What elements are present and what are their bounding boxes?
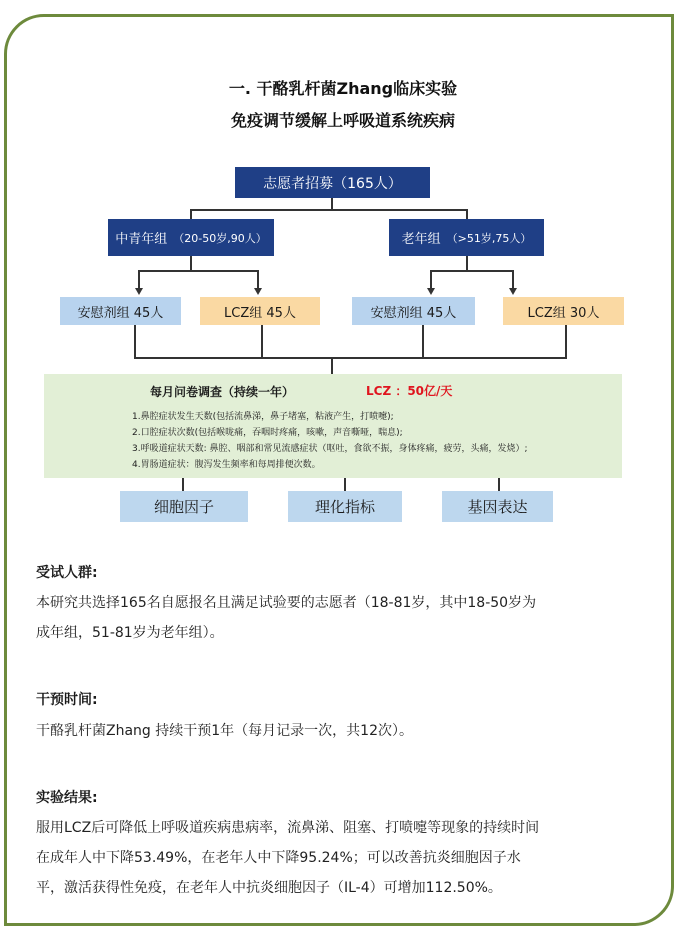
section-heading-subjects: 受试人群:	[36, 565, 98, 581]
arrow-icon	[254, 288, 262, 295]
outcome-cytokines: 细胞因子	[120, 491, 248, 522]
connector	[565, 325, 567, 358]
arrow-icon	[509, 288, 517, 295]
section-text-results	[36, 813, 656, 903]
survey-item: 2.口腔症状次数(包括喉咙痛，吞咽时疼痛，咳嗽，声音嘶哑，喘息);	[132, 428, 403, 438]
text-line: 本研究共选择165名自愿报名且满足试验要的志愿者（18-81岁，其中18-50岁为	[36, 595, 537, 611]
text-line: 在成年人中下降53.49%，在老年人中下降95.24%；可以改善抗炎细胞因子水	[36, 850, 521, 866]
young-group-box	[108, 219, 274, 256]
young-group-detail: （20-50岁,90人）	[173, 231, 267, 245]
connector	[134, 325, 136, 358]
old-group-label: 老年组	[401, 232, 441, 247]
survey-item: 3.呼吸道症状天数: 鼻腔、咽部和常见流感症状（呕吐，食欲不振，身体疼痛，疲劳，头痛，发烧）;	[132, 444, 528, 454]
connector	[466, 209, 468, 219]
connector	[331, 357, 333, 374]
connector	[466, 256, 468, 271]
arrow-icon	[427, 288, 435, 295]
young-lcz-box: LCZ组 45人	[200, 297, 320, 325]
title-line-1: 一. 干酪乳杆菌Zhang临床实验	[228, 79, 458, 98]
section-text-duration	[36, 716, 656, 746]
text-line: 服用LCZ后可降低上呼吸道疾病患病率，流鼻涕、阻塞、打喷嚏等现象的持续时间	[36, 820, 540, 836]
old-lcz-box: LCZ组 30人	[503, 297, 624, 325]
outcome-gene-expression: 基因表达	[442, 491, 553, 522]
section-heading-duration: 干预时间:	[36, 692, 98, 708]
connector	[134, 357, 567, 359]
section-text-subjects	[36, 588, 656, 648]
old-placebo-box: 安慰剂组 45人	[352, 297, 475, 325]
connector	[190, 256, 192, 271]
connector	[138, 270, 140, 290]
section-heading-results: 实验结果:	[36, 790, 98, 806]
connector	[430, 270, 432, 290]
connector	[190, 209, 192, 219]
title-line-2: 免疫调节缓解上呼吸道系统疾病	[230, 111, 455, 130]
connector	[182, 478, 184, 491]
connector	[344, 478, 346, 491]
text-line: 成年组，51-81岁为老年组）。	[36, 625, 224, 641]
connector	[430, 270, 514, 272]
survey-title: 每月问卷调查（持续一年）	[150, 385, 295, 399]
outcome-physicochemical: 理化指标	[288, 491, 402, 522]
recruit-box: 志愿者招募（165人）	[235, 167, 430, 198]
lcz-dose: LCZ ：50亿/天	[366, 384, 453, 398]
old-group-detail: （>51岁,75人）	[446, 231, 532, 245]
text-line: 干酪乳杆菌Zhang 持续干预1年（每月记录一次，共12次）。	[36, 723, 413, 739]
young-placebo-box: 安慰剂组 45人	[60, 297, 181, 325]
old-group-box	[389, 219, 544, 256]
arrow-icon	[135, 288, 143, 295]
connector	[512, 270, 514, 290]
connector	[138, 270, 259, 272]
connector	[261, 325, 263, 358]
connector	[257, 270, 259, 290]
survey-item: 1.鼻腔症状发生天数(包括流鼻涕，鼻子堵塞，粘液产生，打喷嚏);	[132, 412, 394, 422]
young-group-label: 中青年组	[115, 232, 168, 247]
survey-item: 4.胃肠道症状：腹泻发生频率和每周排便次数。	[132, 460, 321, 470]
connector	[422, 325, 424, 358]
connector	[498, 478, 500, 491]
connector	[190, 209, 468, 211]
text-line: 平，激活获得性免疫，在老年人中抗炎细胞因子（IL-4）可增加112.50%。	[36, 880, 502, 896]
